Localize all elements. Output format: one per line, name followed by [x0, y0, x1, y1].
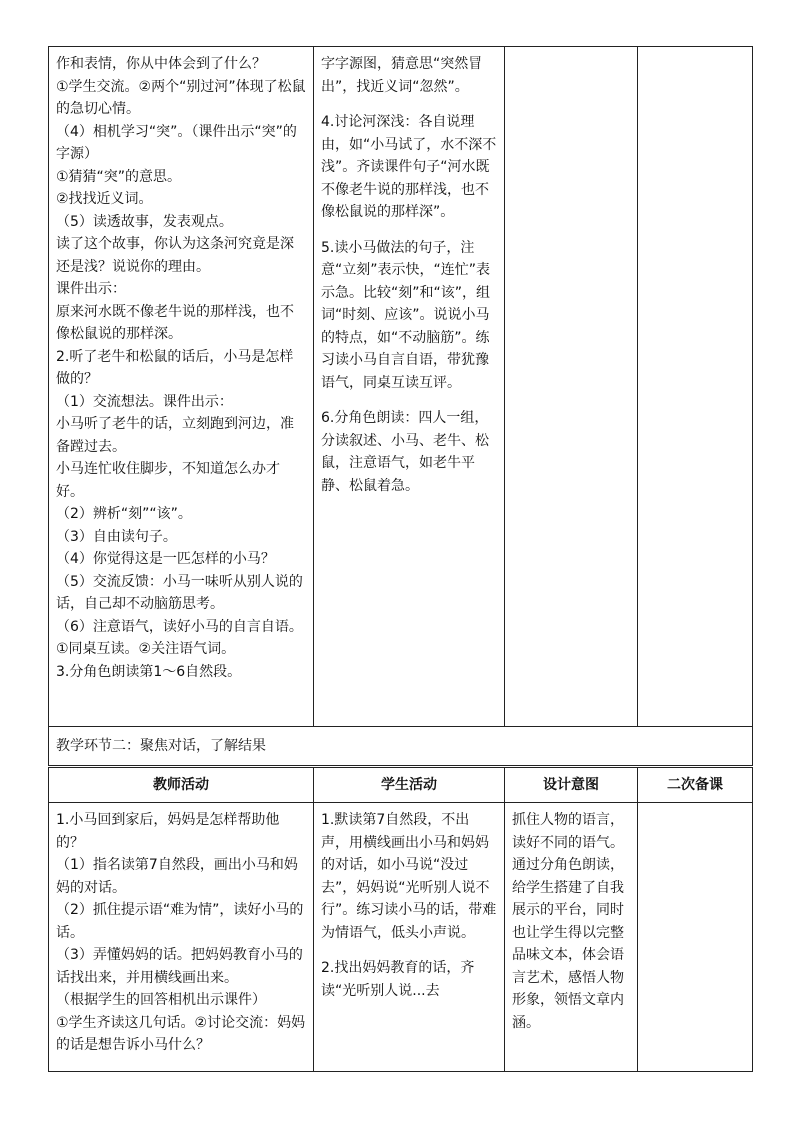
- paragraph: 小马听了老牛的话，立刻跑到河边，准备蹚过去。: [56, 416, 294, 455]
- section-row: [49, 727, 753, 767]
- student-activity-cell: [314, 47, 505, 727]
- paragraph: （4）相机学习“突”。（课件出示“突”的字源）: [56, 123, 297, 162]
- paragraph: 字字源图，猜意思“突然冒出”，找近义词“忽然”。: [321, 56, 483, 95]
- paragraph: 2.听了老牛和松鼠的话后，小马是怎样做的？: [56, 348, 294, 387]
- paragraph: ①猜猜“突”的意思。: [56, 168, 182, 185]
- design-intent-cell: [505, 47, 638, 727]
- paragraph: （1）指名读第7自然段，画出小马和妈妈的对话。: [56, 857, 298, 896]
- lesson-plan-table: [48, 46, 753, 1072]
- header-row: [49, 767, 753, 803]
- paragraph: 5.读小马做法的句子，注意“立刻”表示快，“连忙”表示急。比较“刻”和“该”，组词“时刻、应该”。说说小马的特点，如“不动脑筋”。练习读小马自言自语，带犹豫语气，同桌互读互评。: [321, 239, 491, 391]
- header-second-prep: 二次备课: [638, 767, 753, 803]
- paragraph: （2）辨析“刻”“该”。: [56, 506, 192, 522]
- paragraph: 1.小马回到家后，妈妈是怎样帮助他的？: [56, 812, 280, 851]
- paragraph: 原来河水既不像老牛说的那样浅，也不像松鼠说的那样深。: [56, 303, 294, 342]
- header-student-activity: 学生活动: [314, 767, 505, 803]
- teacher-activity-cell: [49, 47, 314, 727]
- paragraph: ①学生交流。②两个“别过河”体现了松鼠的急切心情。: [56, 78, 306, 117]
- continued-activity-row: [49, 47, 753, 727]
- paragraph: （5）交流反馈：小马一味听从别人说的话，自己却不动脑筋思考。: [56, 573, 303, 612]
- paragraph: 课件出示：: [56, 281, 126, 297]
- header-teacher-activity: 教师活动: [49, 767, 314, 803]
- paragraph-gap: [321, 98, 497, 111]
- paragraph: （6）注意语气，读好小马的自言自语。: [56, 618, 303, 635]
- header-design-intent: 设计意图: [505, 767, 638, 803]
- paragraph: 4.讨论河深浅：各自说理由，如“小马试了，水不深不浅”。齐读课件句子“河水既不像老牛说的那样浅，也不像松鼠说的那样深”。: [321, 114, 497, 220]
- paragraph: 6.分角色朗读：四人一组，分读叙述、小马、老牛、松鼠，注意语气，如老牛平静、松鼠着急。: [321, 410, 489, 494]
- section-title: 教学环节二：聚焦对话，了解结果: [49, 727, 753, 767]
- paragraph: （5）读透故事，发表观点。: [56, 213, 233, 230]
- second-prep-cell: [638, 803, 753, 1072]
- paragraph: （3）自由读句子。: [56, 528, 177, 545]
- paragraph: ①同桌互读。②关注语气词。: [56, 641, 236, 657]
- paragraph: ②找找近义词。: [56, 191, 153, 207]
- paragraph: 2.找出妈妈教育的话，齐读“光听别人说...去: [321, 960, 475, 999]
- second-prep-cell: [638, 47, 753, 727]
- paragraph-gap: [321, 224, 497, 237]
- activity-row: [49, 803, 753, 1072]
- paragraph-gap: [321, 394, 497, 407]
- paragraph: 小马连忙收住脚步，不知道怎么办才好。: [56, 461, 280, 500]
- paragraph: （4）你觉得这是一匹怎样的小马？: [56, 551, 275, 567]
- paragraph: （1）交流想法。课件出示：: [56, 393, 233, 410]
- teacher-activity-cell: [49, 803, 314, 1072]
- paragraph: 作和表情，你从中体会到了什么？: [56, 56, 266, 72]
- paragraph: 3.分角色朗读第1～6自然段。: [56, 663, 242, 680]
- paragraph: （2）抓住提示语“难为情”，读好小马的话。: [56, 902, 304, 941]
- paragraph: （3）弄懂妈妈的话。把妈妈教育小马的话找出来，并用横线画出来。: [56, 947, 303, 986]
- paragraph: 1.默读第7自然段，不出声，用横线画出小马和妈妈的对话，如小马说“没过去”，妈妈说“光听别人说不行”。练习读小马的话，带难为情语气，低头小声说。: [321, 812, 497, 941]
- design-intent-cell: 抓住人物的语言，读好不同的语气。通过分角色朗读，给学生搭建了自我展示的平台，同时也让学生得以完整品味文本，体会语言艺术，感悟人物形象，领悟文章内涵。: [505, 803, 638, 1072]
- paragraph: 读了这个故事，你认为这条河究竟是深还是浅？说说你的理由。: [56, 236, 294, 275]
- paragraph-gap: [321, 944, 497, 957]
- paragraph: ①学生齐读这几句话。②讨论交流：妈妈的话是想告诉小马什么？: [56, 1014, 306, 1053]
- student-activity-cell: [314, 803, 505, 1072]
- paragraph: （根据学生的回答相机出示课件）: [56, 992, 266, 1008]
